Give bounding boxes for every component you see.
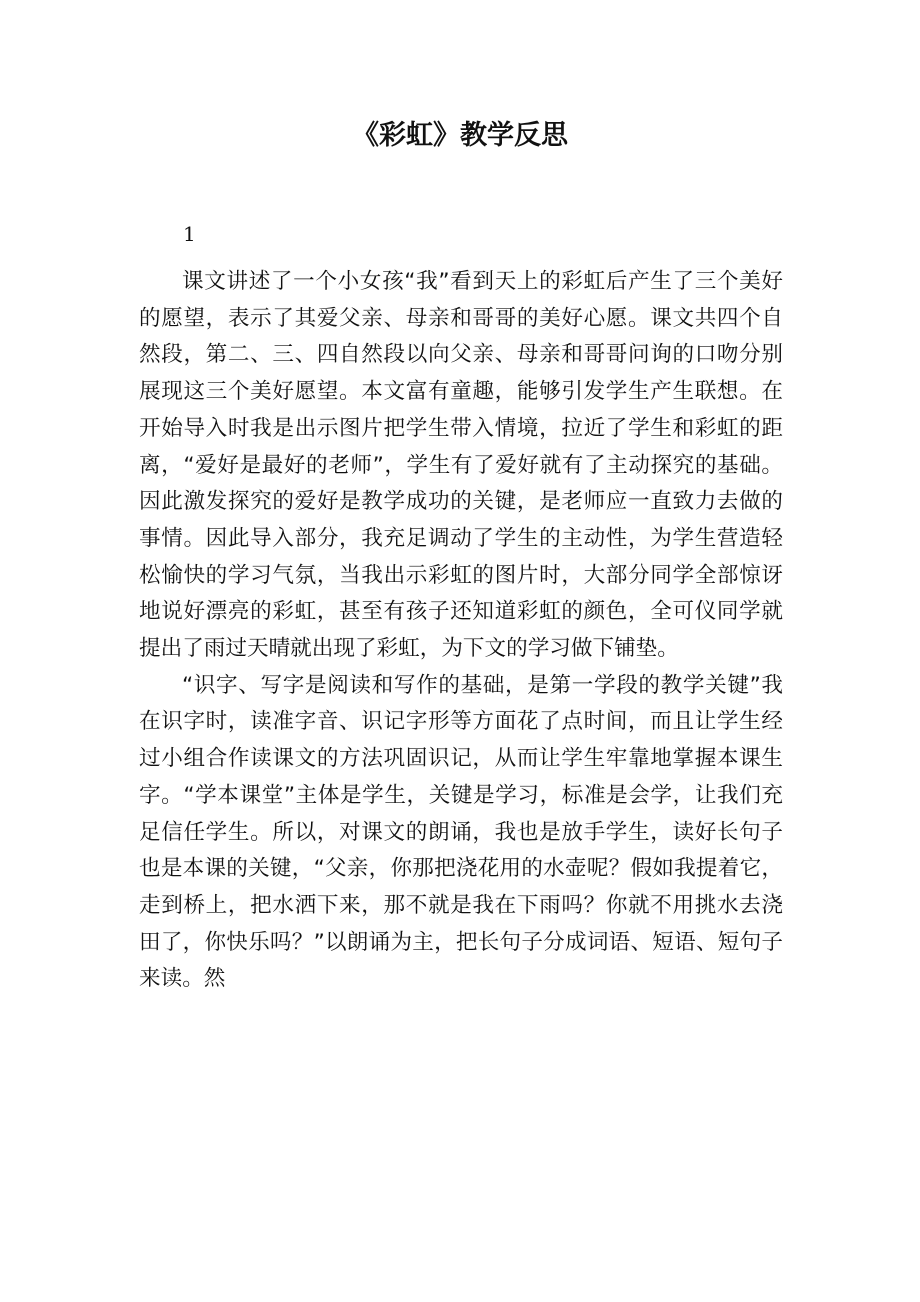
document-body: [139, 264, 783, 998]
section-number: 1: [183, 222, 196, 246]
paragraph-1: 课文讲述了一个小女孩“我”看到天上的彩虹后产生了三个美好的愿望，表示了其爱父亲、母亲和哥哥的美好心愿。课文共四个自然段，第二、三、四自然段以向父亲、母亲和哥哥问询的口吻分别展现这三个美好愿望。本文富有童趣，能够引发学生产生联想。在开始导入时我是出示图片把学生带入情境，拉近了学生和彩虹的距离，“爱好是最好的老师”，学生有了爱好就有了主动探究的基础。因此激发探究的爱好是教学成功的关键，是老师应一直致力去做的事情。因此导入部分，我充足调动了学生的主动性，为学生营造轻松愉快的学习气氛，当我出示彩虹的图片时，大部分同学全部惊讶地说好漂亮的彩虹，甚至有孩子还知道彩虹的颜色，全可仪同学就提出了雨过天晴就出现了彩虹，为下文的学习做下铺垫。: [139, 269, 783, 662]
paragraph-2: “识字、写字是阅读和写作的基础，是第一学段的教学关键”我在识字时，读准字音、识记字形等方面花了点时间，而且让学生经过小组合作读课文的方法巩固识记，从而让学生牢靠地掌握本课生字。“学本课堂”主体是学生，关键是学习，标准是会学，让我们充足信任学生。所以，对课文的朗诵，我也是放手学生，读好长句子也是本课的关键，“父亲，你那把浇花用的水壶呢？假如我提着它，走到桥上，把水洒下来，那不就是我在下雨吗？你就不用挑水去浇田了，你快乐吗？”以朗诵为主，把长句子分成词语、短语、短句子来读。然: [139, 672, 783, 992]
document-title: 《彩虹》教学反思: [352, 120, 568, 151]
